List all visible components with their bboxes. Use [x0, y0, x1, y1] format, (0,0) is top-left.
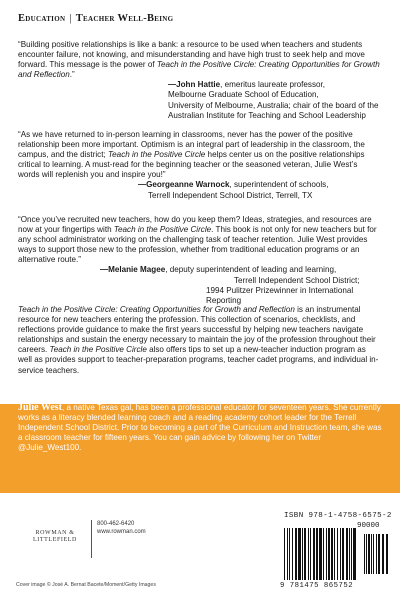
quote-attribution: [100, 265, 380, 305]
endorser-title: , emeritus laureate professor,: [220, 80, 325, 90]
endorser-affiliation: 1994 Pulitzer Prizewinner in International Reporting: [206, 285, 354, 305]
endorser-title: , superintendent of schools,: [229, 180, 329, 190]
quote-body: “As we have returned to in-person learning in classrooms, never has the power of the positive relationship been more important. Optimism is an integral part of leadership in the classroom, the campus, and the district;: [18, 130, 365, 160]
quote-text: [18, 130, 380, 180]
price-code: 90000: [357, 522, 380, 530]
book-title-italic: Teach in the Positive Circle: Creating Opportunities for Growth and Reflection: [18, 60, 380, 80]
quote-body: “Building positive relationships is like a bank: a resource to be used when teachers and students encounter failure, not knowing, and misunderstanding and have high trust to seek help and move forward. This message is the power of: [18, 40, 365, 70]
quote-attribution: [138, 180, 380, 200]
quote-end: . This book is not only for new teachers but for any school administrator working on the challenging task of teacher retention. Julie West provides ways to support those new to the profession, whether from traditional education programs or an alternative route.”: [18, 225, 377, 265]
publisher-website[interactable]: www.rowman.com: [97, 529, 146, 535]
endorser-affiliation: Australian Institute for Teaching and School Leadership: [168, 110, 366, 120]
category-label: Education: [18, 13, 66, 24]
publisher-divider: [91, 520, 92, 558]
subcategory-label: Teacher Well-Being: [75, 13, 174, 24]
endorser-name: —Georgeanne Warnock: [138, 180, 230, 190]
quote-attribution: [168, 80, 380, 120]
publisher-name-line1: ROWMAN &: [35, 530, 75, 536]
endorsement-quote: [18, 130, 380, 201]
book-description: [18, 305, 380, 376]
description-text: also offers tips to set up a new-teacher induction program as well as provides support to teacher-preparation programs, teacher cadet programs, and individual in-service teachers.: [18, 345, 379, 375]
publisher-phone: 800-462-6420: [97, 521, 135, 527]
publisher-name-line2: LITTLEFIELD: [33, 537, 77, 543]
isbn-label: ISBN 978-1-4758-6575-2: [284, 512, 392, 520]
quote-text: [18, 215, 380, 265]
endorsement-quote: [18, 215, 380, 306]
quote-end: .”: [69, 70, 75, 80]
quote-body: “Once you’ve recruited new teachers, how do you keep them? Ideas, strategies, and resources are now at your fingertips with: [18, 215, 372, 235]
author-bio: [18, 403, 386, 453]
barcode-icon: [282, 520, 394, 582]
endorser-affiliation: Melbourne Graduate School of Education,: [168, 90, 319, 100]
book-title-italic: Teach in the Positive Circle: [107, 150, 206, 160]
endorser-affiliation: University of Melbourne, Australia; chair of the board of the: [168, 100, 379, 110]
book-title-italic: Teach in the Positive Circle: [113, 225, 212, 235]
endorser-title: , deputy superintendent of leading and learning,: [165, 265, 337, 275]
book-title-italic: Teach in the Positive Circle: [49, 345, 147, 355]
barcode-digits: 9 781475 865752: [280, 582, 354, 590]
endorser-name: —John Hattie: [168, 80, 221, 90]
endorser-affiliation: Terrell Independent School District, Terrell, TX: [148, 190, 313, 200]
quote-text: [18, 40, 380, 80]
category-header: [18, 13, 173, 24]
endorser-name: —Melanie Magee: [100, 265, 166, 275]
category-separator: |: [69, 13, 72, 24]
description-text: is an instrumental resource for new teachers entering the profession. This collection of scenarios, checklists, and reflections provide guidance to make the first years successful by helping new teachers navigate relationships and sustain the energy necessary to maintain the joy of the profession throughout their careers.: [18, 305, 376, 355]
publisher-contact: [97, 520, 146, 536]
author-name: Julie West: [18, 402, 62, 413]
endorser-affiliation: Terrell Independent School District;: [234, 275, 360, 285]
book-title-italic: Teach in the Positive Circle: Creating Opportunities for Growth and Reflection: [18, 305, 295, 314]
endorsement-quote: [18, 40, 380, 121]
cover-image-credit: Cover image © José A. Bernat Bacete/Moment/Getty Images: [16, 582, 156, 588]
author-bio-text: , a native Texas gal, has been a professional educator for seventeen years. She currently works as a literacy blended learning coach and a reading academy cohort leader for the Terrell Independent School District. Prior to becoming a part of the Curriculum and Instruction team, she was a classroom teacher for fifteen years. You can gain advice by following her on Twitter @Julie_West100.: [18, 403, 382, 453]
quote-end: helps center us on the positive relationships critical to learning. A must-read for the beginning teacher or the seasoned veteran, Julie West’s words will replenish you and inspire you!”: [18, 150, 365, 180]
publisher-logo: [22, 530, 88, 544]
